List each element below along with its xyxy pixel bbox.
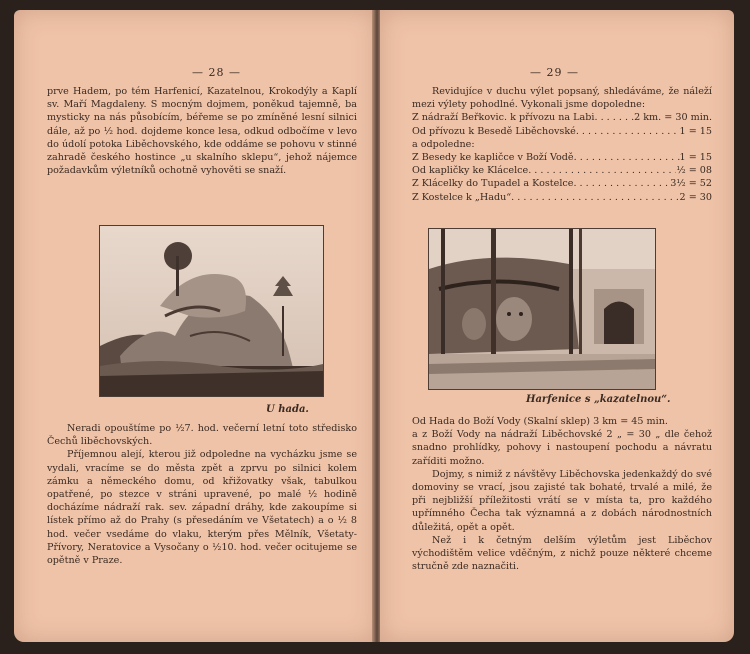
left-page — [14, 10, 376, 642]
itinerary-block: Revidujíce v duchu výlet popsaný, shledáváme, že náleží mezi výlety pohodlné. Vykonali jsme dopoledne: Z nádraží Beřkovic. k přívozu na Labi . . . 2 km. = 30 min. Od přívozu k Besedě Liběchovské . . . 1 = 15 a odpoledne: Z Besedy ke kapličce v Boží Vodě . . . 1 = 15 Od kapličky ke Klácelce . . . ½ = 08 Z Klácelky do Tupadel a Kostelce . . . 3½ = 52 Z Kostelce k „Hadu“ . . . 2 = 30 — [412, 85, 712, 204]
itinerary-row: Od přívozu k Besedě Liběchovské . . . 1 = 15 — [412, 125, 712, 138]
left-top-paragraph: prve Hadem, po tém Harfenicí, Kazatelnou, Krokodýly a Kaplí sv. Maří Magdaleny. S mocným dojmem, poněkud tajemně, ba mysticky na nás působícím, béřeme se po zmíněné lesní silnici dále, až po ½ hod. dojdeme konce lesa, odkud odbočíme v levo do údolí potoka Liběchovského, kde oddáme se pohovu v stinné zahradě českého hostince „u skalního sklepu“, jehož nájemce požadavkům výletníků ochotně vyhověti se snaží. — [47, 86, 357, 177]
itinerary-row: Z Klácelky do Tupadel a Kostelce . . . 3½ = 52 — [412, 177, 712, 190]
photo-caption-left: U hada. — [266, 404, 309, 415]
right-page — [380, 10, 734, 642]
itinerary-row: Z Besedy ke kapličce v Boží Vodě . . . 1 = 15 — [412, 151, 712, 164]
photo-caption-right: Harfenice s „kazatelnou“. — [526, 394, 671, 405]
photo-u-hada — [99, 225, 324, 397]
itinerary-row: Z Kostelce k „Hadu“ . . . 2 = 30 — [412, 191, 712, 204]
right-bottom-text: Od Hada do Boží Vody (Skalní sklep) 3 km = 45 min. a z Boží Vody na nádraží Liběchovské 2 „ = 30 „ dle čehož snadno prohlídky, pohovy i nastoupení pochodu a návratu zaříditi možno. Dojmy, s nimiž z návštěvy Liběchovska jedenkaždý do své domoviny se vrací, jsou zajisté tak bohaté, trvalé a milé, že při nejbližší příležitosti vrátí se v místa ta, pro každého upřímného Čecha tak významná a z dobách národnostních důležitá, opět a opět. Než i k četným delším výletům jest Liběchov východištěm velice vděčným, z nichž pouze některé chceme stručně zde naznačiti. — [412, 416, 712, 573]
photo-harfenice — [428, 228, 656, 390]
itinerary-row: Z nádraží Beřkovic. k přívozu na Labi . . . 2 km. = 30 min. — [412, 111, 712, 124]
page-number-left: — 28 — — [192, 66, 241, 79]
left-bottom-text: Neradi opouštíme po ½7. hod. večerní letní toto středisko Čechů liběchovských. Příjemnou alejí, kterou již odpoledne na vycházku jsme se vydali, vracíme se do města zpět a zprvu po silnici kolem zámku a německého domu, od křižovatky však, tabulkou opatřené, po stezce v stráni upravené, po malé ½ hodině docházíme nádraží rak. sev. západní dráhy, kde zakoupíme si lístek přímo až do Prahy (s přesedáním ve Všetatech) a o ½ 8 hod. večer vsedáme do vlaku, kterým přes Mělník, Všetaty-Přívory, Neratovice a Vysočany o ½10. hod. večer ocitujeme se opětně v Praze. — [47, 423, 357, 567]
page-number-right: — 29 — — [530, 66, 579, 79]
itinerary-row: Od kapličky ke Klácelce . . . ½ = 08 — [412, 164, 712, 177]
